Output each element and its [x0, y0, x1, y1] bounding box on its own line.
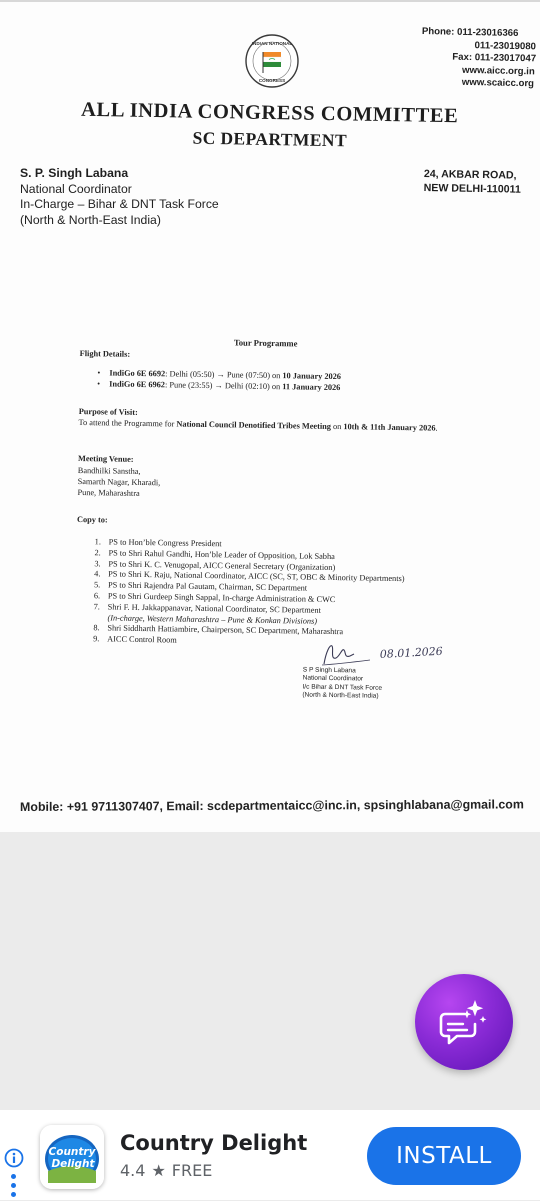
svg-text:Country: Country	[48, 1146, 96, 1158]
phone-line: Phone: 011-23016366	[421, 26, 519, 40]
venue-line: Bandhilki Sanstha,	[77, 465, 141, 476]
handwritten-signature	[320, 634, 460, 670]
star-icon: ★	[151, 1161, 166, 1180]
sender-block	[20, 166, 219, 228]
copy-item: 7. Shri F. H. Jakkappanavar, National Coordinator, SC Department	[93, 602, 321, 615]
app-rating: 4.4	[120, 1161, 146, 1180]
copy-item: 5. PS to Shri Rajendra Pal Gautam, Chairman, SC Department	[93, 580, 308, 593]
svg-text:08.01.2026: 08.01.2026	[379, 644, 444, 661]
address-line-2: NEW DELHI-110011	[423, 181, 521, 196]
venue-address	[77, 465, 160, 499]
app-name[interactable]: Country Delight	[120, 1131, 308, 1155]
venue-line: Samarth Nagar, Kharadi,	[77, 476, 161, 488]
install-button[interactable]: INSTALL	[367, 1127, 521, 1185]
app-meta	[120, 1161, 212, 1180]
app-icon[interactable]	[40, 1125, 104, 1189]
website-aicc: www.aicc.org.in	[461, 64, 535, 78]
page-edge	[0, 0, 540, 2]
purpose-label: Purpose of Visit:	[78, 406, 138, 417]
ai-assistant-button[interactable]	[415, 974, 513, 1070]
sender-role: National Coordinator	[20, 181, 132, 196]
purpose-text: To attend the Programme for National Council Denotified Tribes Meeting on 10th & 11th January 2026.	[78, 417, 438, 433]
copy-item: 1. PS to Hon’ble Congress President	[94, 537, 222, 549]
copy-item: 4. PS to Shri K. Raju, National Coordinator, AICC (SC, ST, OBC & Minority Departments)	[94, 569, 405, 584]
flight-item: • IndiGo 6E 6962: Pune (23:55) → Delhi (02:10) on 11 January 2026	[97, 378, 341, 393]
contact-details	[421, 26, 540, 91]
signatory-block	[302, 667, 382, 702]
copy-item: 8. Shri Siddharth Hattiambire, Chairperson, SC Department, Maharashtra	[93, 623, 344, 637]
venue-line: Pune, Maharashtra	[77, 487, 140, 498]
ai-chat-sparkle-icon	[437, 996, 491, 1050]
copy-item: 2. PS to Shri Rahul Gandhi, Hon’ble Leader of Opposition, Lok Sabha	[94, 548, 335, 561]
app-price: FREE	[171, 1161, 213, 1180]
organization-title: ALL INDIA CONGRESS COMMITTEE	[80, 98, 459, 128]
signatory-incharge: I/c Bihar & DNT Task Force	[302, 683, 383, 692]
sender-region: (North & North-East India)	[20, 212, 161, 227]
signatory-role: National Coordinator	[302, 674, 364, 683]
flight-details-label: Flight Details:	[79, 348, 131, 359]
signatory-region: (North & North-East India)	[302, 691, 379, 700]
fax-line: Fax: 011-23017047	[452, 51, 537, 65]
footer-contact: Mobile: +91 9711307407, Email: scdepartmentaicc@inc.in, spsinghlabana@gmail.com	[20, 797, 524, 814]
svg-text:CONGRESS: CONGRESS	[258, 78, 286, 83]
signatory-name: S P Singh Labana	[302, 666, 356, 675]
copy-to-label: Copy to:	[76, 514, 108, 525]
copy-item: 9. AICC Control Room	[93, 634, 177, 645]
flight-item: • IndiGo 6E 6692: Delhi (05:50) → Pune (07:50) on 10 January 2026	[97, 367, 341, 382]
flight-list	[97, 367, 341, 393]
sender-incharge: In-Charge – Bihar & DNT Task Force	[20, 197, 219, 211]
office-address	[424, 168, 522, 197]
ad-info-icon[interactable]	[4, 1148, 24, 1168]
congress-emblem-icon	[244, 33, 300, 89]
address-line-1: 24, AKBAR ROAD,	[423, 168, 517, 182]
letter-title: Tour Programme	[233, 337, 298, 349]
copy-item: 3. PS to Shri K. C. Venugopal, AICC General Secretary (Organization)	[94, 558, 336, 572]
phone-line-2: 011-23019080	[474, 39, 537, 52]
copy-item: 6. PS to Shri Gurdeep Singh Sappal, In-charge Administration & CWC	[93, 591, 336, 605]
sender-name: S. P. Singh Labana	[20, 166, 129, 180]
svg-text:Delight: Delight	[51, 1158, 95, 1170]
department-title: SC DEPARTMENT	[192, 127, 348, 151]
website-scaicc: www.scaicc.org	[461, 77, 535, 90]
venue-label: Meeting Venue:	[77, 453, 134, 464]
country-delight-logo-icon	[40, 1125, 104, 1189]
svg-text:INDIAN NATIONAL: INDIAN NATIONAL	[251, 41, 293, 46]
copy-item-subnote: (In-charge, Western Maharashtra – Pune & Konkan Divisions)	[107, 613, 318, 626]
ad-options-icon[interactable]	[11, 1174, 17, 1201]
